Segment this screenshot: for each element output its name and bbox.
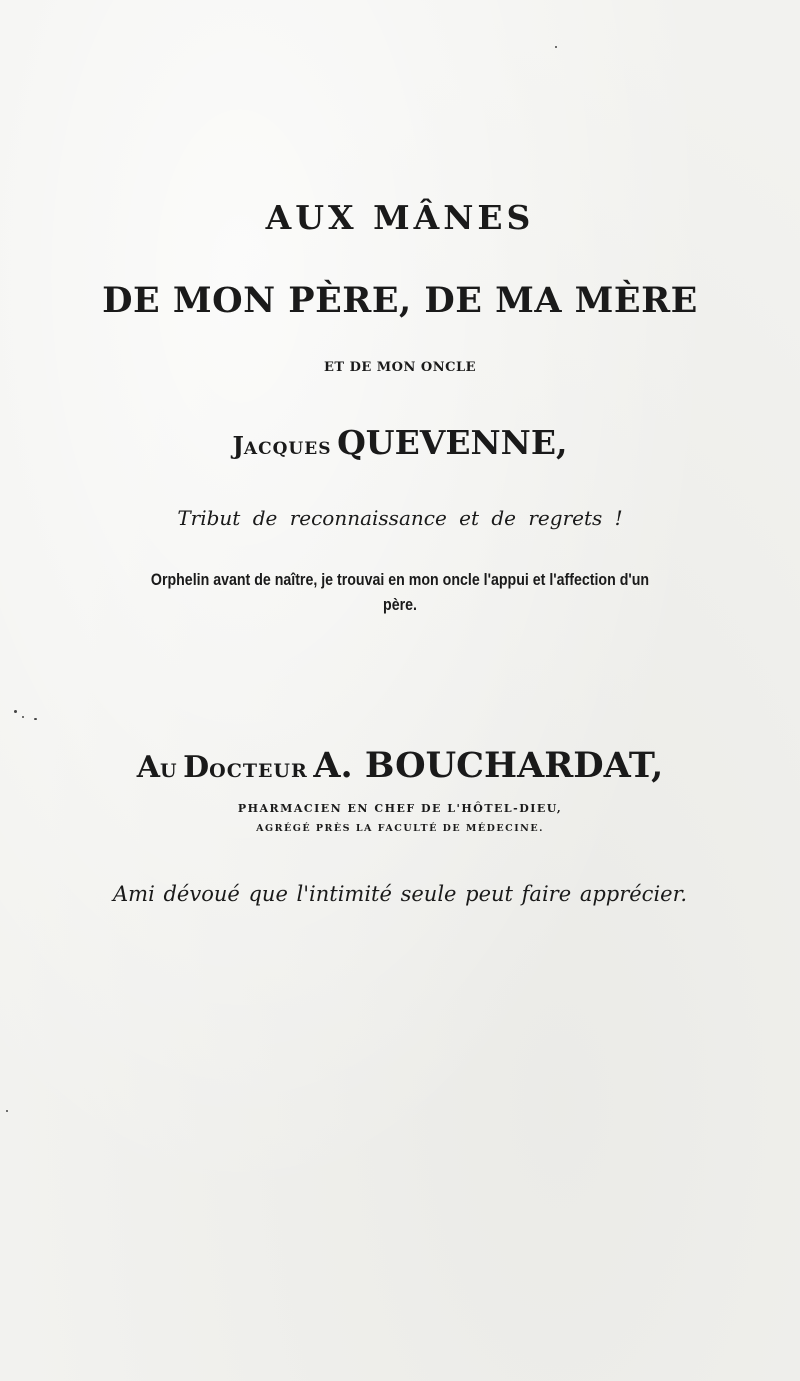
paper-speck — [555, 46, 557, 48]
paper-speck — [14, 710, 17, 713]
uncle-first-initial: J — [232, 431, 244, 460]
doctor-title-line-2: AGRÉGÉ PRÈS LA FACULTÉ DE MÉDECINE. — [256, 823, 544, 834]
uncle-first-rest: ACQUES — [243, 439, 332, 459]
docteur-initial: D — [183, 750, 210, 785]
tribute-line: Tribut de reconnaissance et de regrets ! — [177, 506, 623, 530]
uncle-name — [0, 423, 800, 462]
docteur-rest: OCTEUR — [209, 760, 308, 782]
orphan-paragraph: Orphelin avant de naître, je trouvai en mon oncle l'appui et l'affection d'un père. — [150, 571, 650, 614]
paper-speck — [22, 716, 24, 718]
au-initial: A — [136, 750, 160, 785]
dedication-and-uncle: ET DE MON ONCLE — [323, 360, 477, 375]
doctor-title-line-1: PHARMACIEN EN CHEF DE L'HÔTEL-DIEU, — [237, 802, 563, 815]
doctor-surname: A. BOUCHARDAT, — [313, 745, 664, 786]
paper-speck — [34, 718, 37, 720]
dedication-heading: AUX MÂNES — [265, 198, 535, 237]
au-rest: U — [159, 760, 178, 782]
uncle-last-name: QUEVENNE, — [337, 423, 568, 462]
friend-line: Ami dévoué que l'intimité seule peut faire apprécier. — [113, 882, 687, 906]
paper-speck — [6, 1110, 8, 1112]
dedication-parents: DE MON PÈRE, DE MA MÈRE — [102, 280, 698, 321]
doctor-name — [0, 745, 800, 786]
